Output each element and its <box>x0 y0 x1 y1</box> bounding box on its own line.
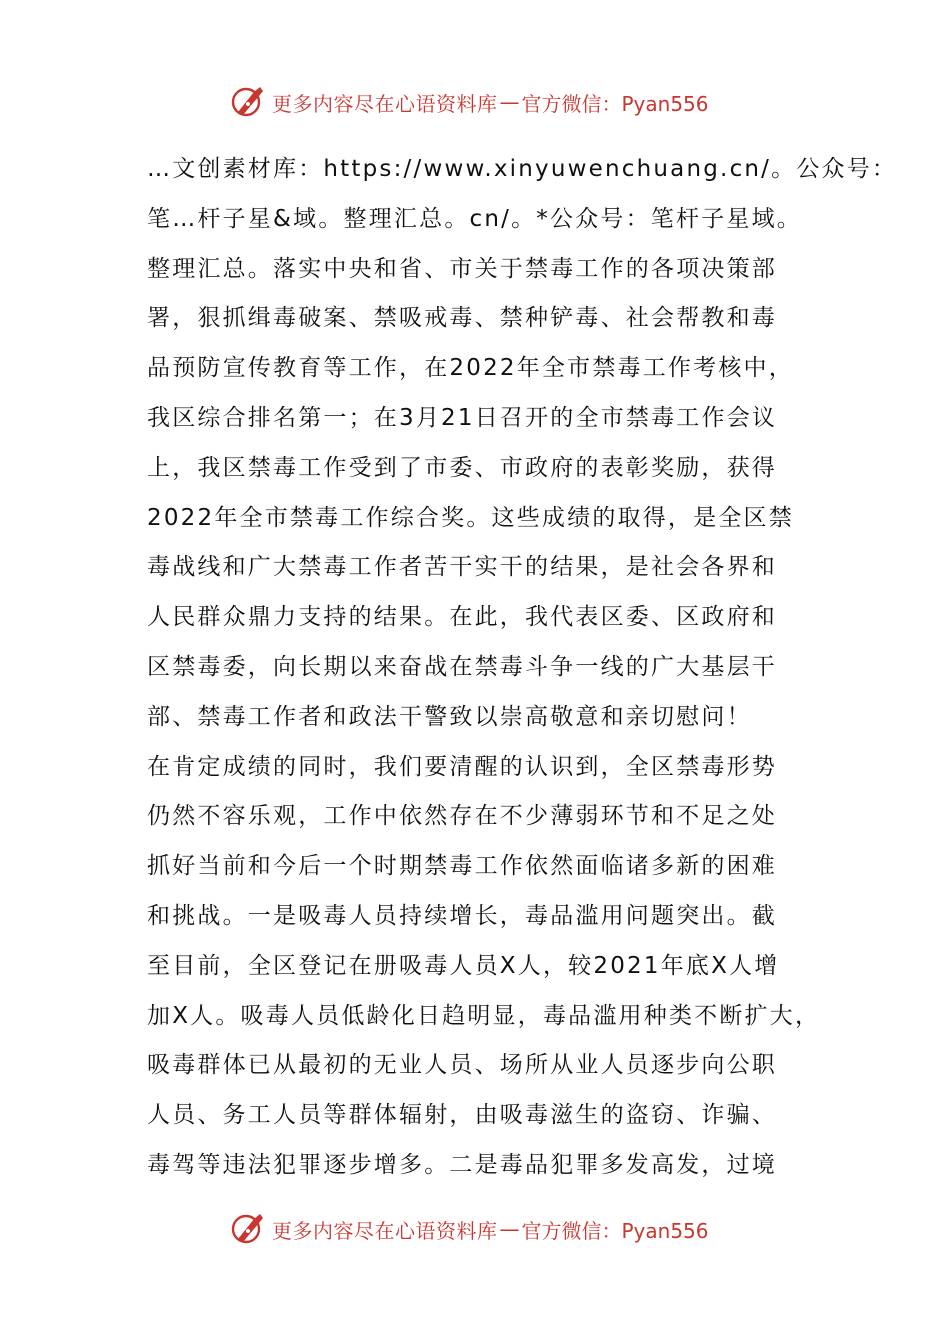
text-line: 笔…杆子星&域。整理汇总。cn/。*公众号：笔杆子星域。 <box>147 205 803 232</box>
header-banner <box>228 82 748 122</box>
text-line: 署，狠抓缉毒破案、禁吸戒毒、禁种铲毒、社会帮教和毒 <box>147 305 777 332</box>
banner-title: 更多内容尽在心语资料库 <box>272 91 498 116</box>
banner-contact: 官方微信：Pyan556 <box>521 1218 709 1243</box>
pen-nib-logo-icon <box>228 1209 268 1249</box>
footer-banner <box>228 1209 748 1249</box>
banner-title: 更多内容尽在心语资料库 <box>272 1218 498 1243</box>
text-line: 在肯定成绩的同时，我们要清醒的认识到，全区禁毒形势 <box>147 753 777 780</box>
text-line: 至目前，全区登记在册吸毒人员X人，较2021年底X人增 <box>147 952 780 979</box>
text-line: 整理汇总。落实中央和省、市关于禁毒工作的各项决策部 <box>147 255 777 282</box>
text-line: 和挑战。一是吸毒人员持续增长，毒品滥用问题突出。截 <box>147 902 777 929</box>
pen-nib-logo-icon <box>228 82 268 122</box>
text-line: 毒战线和广大禁毒工作者苦干实干的结果，是社会各界和 <box>147 554 777 581</box>
text-line: 毒驾等违法犯罪逐步增多。二是毒品犯罪多发高发，过境 <box>147 1151 777 1178</box>
body-text <box>147 145 898 1191</box>
text-line: 吸毒群体已从最初的无业人员、场所从业人员逐步向公职 <box>147 1052 777 1079</box>
text-line: 仍然不容乐观，工作中依然存在不少薄弱环节和不足之处 <box>147 803 777 830</box>
banner-separator: — <box>499 90 520 114</box>
banner-separator: — <box>499 1217 520 1241</box>
text-line: 我区综合排名第一；在3月21日召开的全市禁毒工作会议 <box>147 404 778 431</box>
text-line: 抓好当前和今后一个时期禁毒工作依然面临诸多新的困难 <box>147 853 777 880</box>
text-line: 区禁毒委，向长期以来奋战在禁毒斗争一线的广大基层干 <box>147 653 777 680</box>
banner-contact: 官方微信：Pyan556 <box>521 91 709 116</box>
text-line: 2022年全市禁毒工作综合奖。这些成绩的取得，是全区禁 <box>147 504 794 531</box>
text-line: 加X人。吸毒人员低龄化日趋明显，毒品滥用种类不断扩大， <box>147 1002 821 1029</box>
text-line: 上，我区禁毒工作受到了市委、市政府的表彰奖励，获得 <box>147 454 777 481</box>
text-line: 品预防宣传教育等工作，在2022年全市禁毒工作考核中， <box>147 355 794 382</box>
text-line: 人员、务工人员等群体辐射，由吸毒滋生的盗窃、诈骗、 <box>147 1102 777 1129</box>
text-line: 人民群众鼎力支持的结果。在此，我代表区委、区政府和 <box>147 604 777 631</box>
text-line: …文创素材库：https://www.xinyuwenchuang.cn/。公众号： <box>147 156 898 182</box>
text-line: 部、禁毒工作者和政法干警致以崇高敬意和亲切慰问！ <box>147 703 752 730</box>
